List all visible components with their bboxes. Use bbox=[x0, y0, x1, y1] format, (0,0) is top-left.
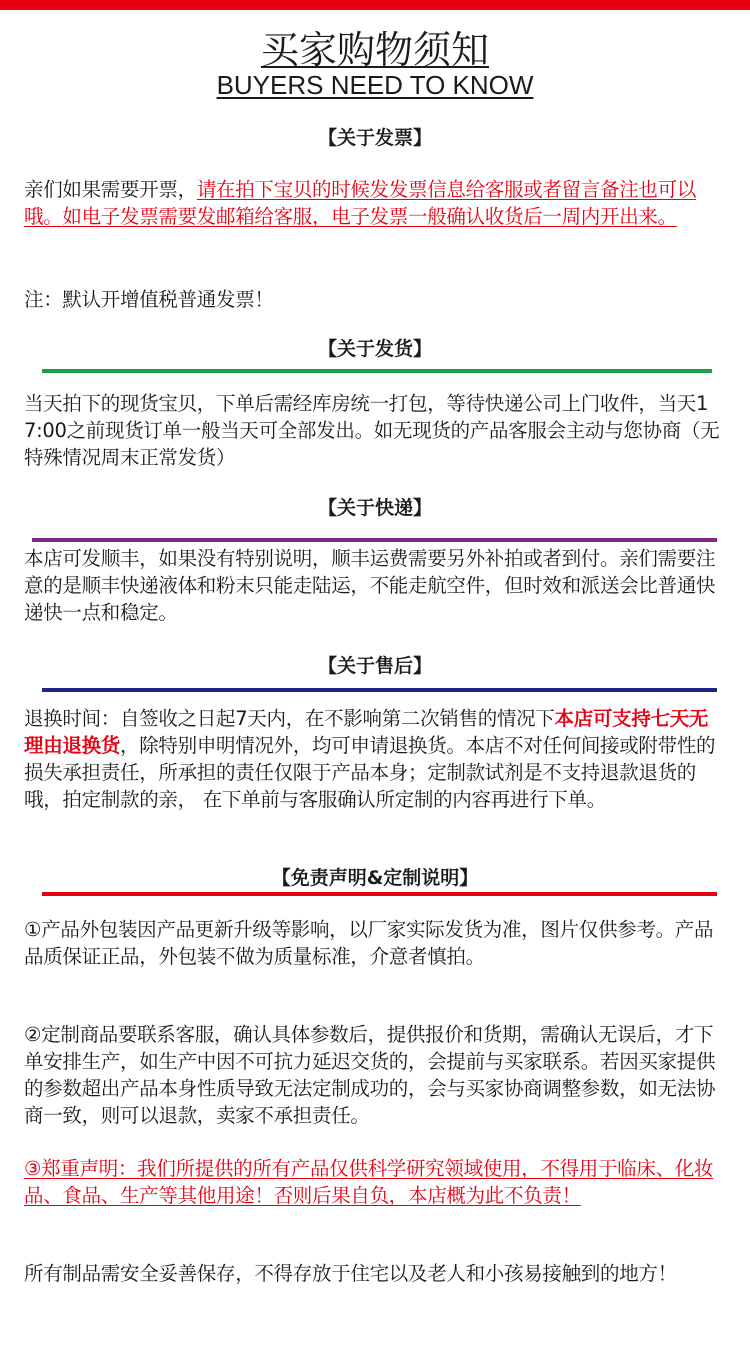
disclaimer-item-2: ②定制商品要联系客服，确认具体参数后，提供报价和货期，需确认无误后，才下单安排生产，如生产中因不可抗力延迟交货的，会提前与买家联系。若因买家提供的参数超出产品本身性质导致无法定制成功的，会与买家协商调整参数，如无法协商一致，则可以退款，卖家不承担责任。 bbox=[24, 1023, 716, 1127]
page-title-cn: 买家购物须知 bbox=[260, 28, 489, 72]
disclaimer-divider bbox=[42, 892, 717, 896]
aftersale-divider bbox=[42, 688, 717, 692]
aftersale-red-text: 本店可支持七天无理由退换货 bbox=[24, 707, 709, 757]
shipping-paragraph: 当天拍下的现货宝贝，下单后需经库房统一打包，等待快递公司上门收件，当天17:00之前现货订单一般当天可全部发出。如无现货的产品客服会主动与您协商（无特殊情况周末正常发货） bbox=[24, 392, 720, 469]
disclaimer-item-3 bbox=[24, 1155, 724, 1209]
disclaimer-item-1: ①产品外包装因产品更新升级等影响，以厂家实际发货为准，图片仅供参考。产品品质保证正品，外包装不做为质量标准，介意者慎拍。 bbox=[24, 918, 714, 968]
aftersale-paragraph bbox=[24, 705, 724, 813]
invoice-note: 注：默认开增值税普通发票！ bbox=[24, 288, 274, 311]
invoice-heading: 【关于发票】 bbox=[317, 127, 432, 149]
aftersale-text: 退换时间：自签收之日起7天内，在不影响第二次销售的情况下 bbox=[24, 707, 555, 730]
aftersale-heading: 【关于售后】 bbox=[317, 655, 432, 677]
disclaimer-heading: 【免责声明&定制说明】 bbox=[271, 867, 479, 889]
aftersale-text-continued: ，除特别申明情况外，均可申请退换货。本店不对任何间接或附带性的损失承担责任，所承担的责任仅限于产品本身；定制款试剂是不支持退款退货的哦，拍定制款的亲， 在下单前与客服确认所定制的内容再进行下单。 bbox=[24, 734, 716, 811]
invoice-text: 亲们如果需要开票， bbox=[24, 178, 197, 201]
disclaimer-red-text: ③郑重声明：我们所提供的所有产品仅供科学研究领域使用，不得用于临床、化妆品、食品、生产等其他用途！否则后果自负，本店概为此不负责！ bbox=[24, 1157, 714, 1207]
shipping-heading: 【关于发货】 bbox=[317, 338, 432, 360]
express-divider bbox=[32, 538, 717, 542]
invoice-paragraph bbox=[24, 176, 724, 230]
invoice-red-text: 请在拍下宝贝的时候发发票信息给客服或者留言备注也可以哦。如电子发票需要发邮箱给客服，电子发票一般确认收货后一周内开出来。 bbox=[24, 178, 697, 228]
page-title-en: BUYERS NEED TO KNOW bbox=[216, 70, 534, 100]
express-paragraph: 本店可发顺丰，如果没有特别说明，顺丰运费需要另外补拍或者到付。亲们需要注意的是顺丰快递液体和粉末只能走陆运，不能走航空件，但时效和派送会比普通快递快一点和稳定。 bbox=[24, 547, 716, 624]
shipping-divider bbox=[42, 369, 712, 373]
express-heading: 【关于快递】 bbox=[317, 497, 432, 519]
disclaimer-item-4: 所有制品需安全妥善保存，不得存放于住宅以及老人和小孩易接触到的地方！ bbox=[24, 1262, 677, 1285]
top-red-bar bbox=[0, 0, 750, 10]
